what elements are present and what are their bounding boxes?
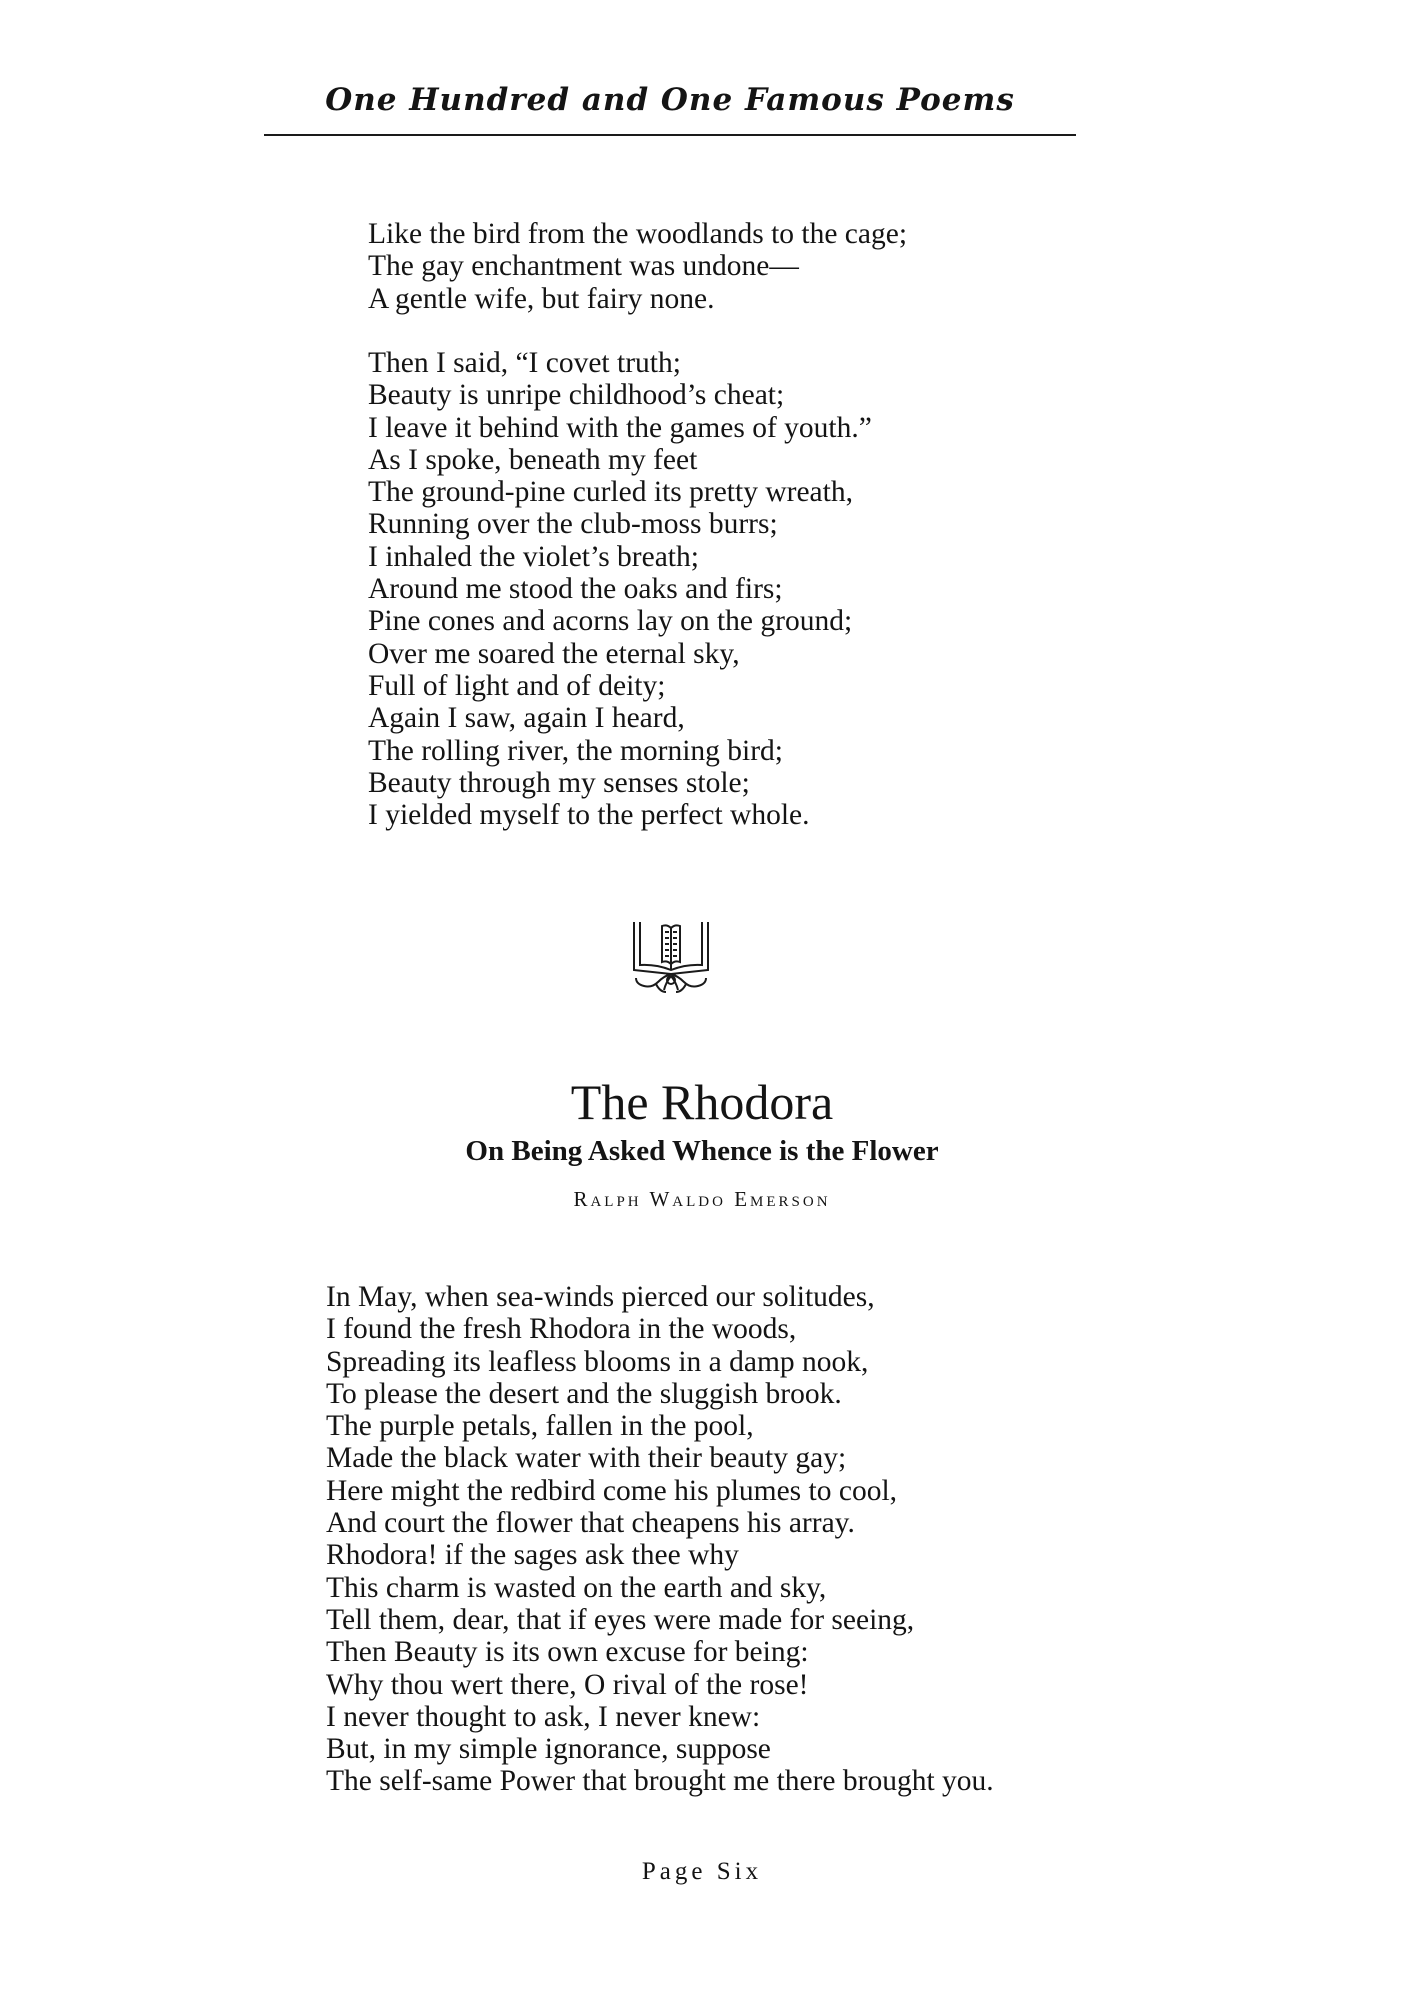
poem-line: This charm is wasted on the earth and sky,	[326, 1571, 827, 1604]
continued-stanza-1	[368, 218, 907, 315]
poem-line: Why thou wert there, O rival of the rose!	[326, 1668, 809, 1701]
poem-line: The purple petals, fallen in the pool,	[326, 1410, 754, 1443]
poem-line: Then Beauty is its own excuse for being:	[326, 1636, 809, 1669]
poem-line: Full of light and of deity;	[368, 669, 666, 702]
poem-line: The ground-pine curled its pretty wreath,	[368, 476, 853, 509]
poem-line: I yielded myself to the perfect whole.	[368, 799, 810, 832]
poem-subtitle: On Being Asked Whence is the Flower	[465, 1135, 939, 1167]
poem-line: I inhaled the violet’s breath;	[368, 540, 699, 573]
poem-line: Then I said, “I covet truth;	[368, 347, 681, 379]
header-rule	[264, 134, 1076, 136]
poem-line: I leave it behind with the games of youth.”	[368, 411, 872, 444]
poem-line: Made the black water with their beauty gay;	[326, 1442, 847, 1475]
poem-line: Running over the club-moss burrs;	[368, 508, 778, 541]
continued-stanza-2	[368, 347, 872, 831]
poem-line: Beauty through my senses stole;	[368, 766, 750, 799]
poem-line: Spreading its leafless blooms in a damp nook,	[326, 1345, 869, 1378]
poem-line: Over me soared the eternal sky,	[368, 637, 740, 670]
page-number: Page Six	[641, 1858, 763, 1885]
poem-line: To please the desert and the sluggish brook.	[326, 1377, 842, 1410]
poem-line: Like the bird from the woodlands to the cage;	[368, 218, 908, 250]
poem-line: The gay enchantment was undone—	[368, 250, 799, 283]
poem-line: Tell them, dear, that if eyes were made for seeing,	[326, 1603, 915, 1636]
poem-line: But, in my simple ignorance, suppose	[326, 1733, 771, 1766]
poem-line: Again I saw, again I heard,	[368, 702, 685, 735]
poem-line: Beauty is unripe childhood’s cheat;	[368, 379, 785, 412]
poem-line: I never thought to ask, I never knew:	[326, 1700, 761, 1733]
poem-author: Ralph Waldo Emerson	[573, 1187, 831, 1211]
poem-line: In May, when sea-winds pierced our solitudes,	[326, 1281, 875, 1313]
poem-line: Here might the redbird come his plumes to cool,	[326, 1474, 898, 1507]
poem-line: A gentle wife, but fairy none.	[368, 282, 715, 315]
poem-line: The self-same Power that brought me there brought you.	[326, 1765, 994, 1798]
poem-line: The rolling river, the morning bird;	[368, 734, 784, 767]
running-header: One Hundred and One Famous Poems	[325, 82, 1015, 118]
poem-line: Pine cones and acorns lay on the ground;	[368, 605, 853, 638]
poem-line: Around me stood the oaks and firs;	[368, 573, 783, 606]
rhodora-poem-body	[326, 1281, 994, 1798]
poem-line: I found the fresh Rhodora in the woods,	[326, 1313, 797, 1346]
poem-line: And court the flower that cheapens his array.	[326, 1507, 855, 1540]
poem-line: As I spoke, beneath my feet	[368, 443, 698, 476]
poem-line: Rhodora! if the sages ask thee why	[326, 1539, 739, 1572]
open-book-ornament-icon	[626, 918, 716, 996]
poem-title: The Rhodora	[570, 1074, 834, 1130]
